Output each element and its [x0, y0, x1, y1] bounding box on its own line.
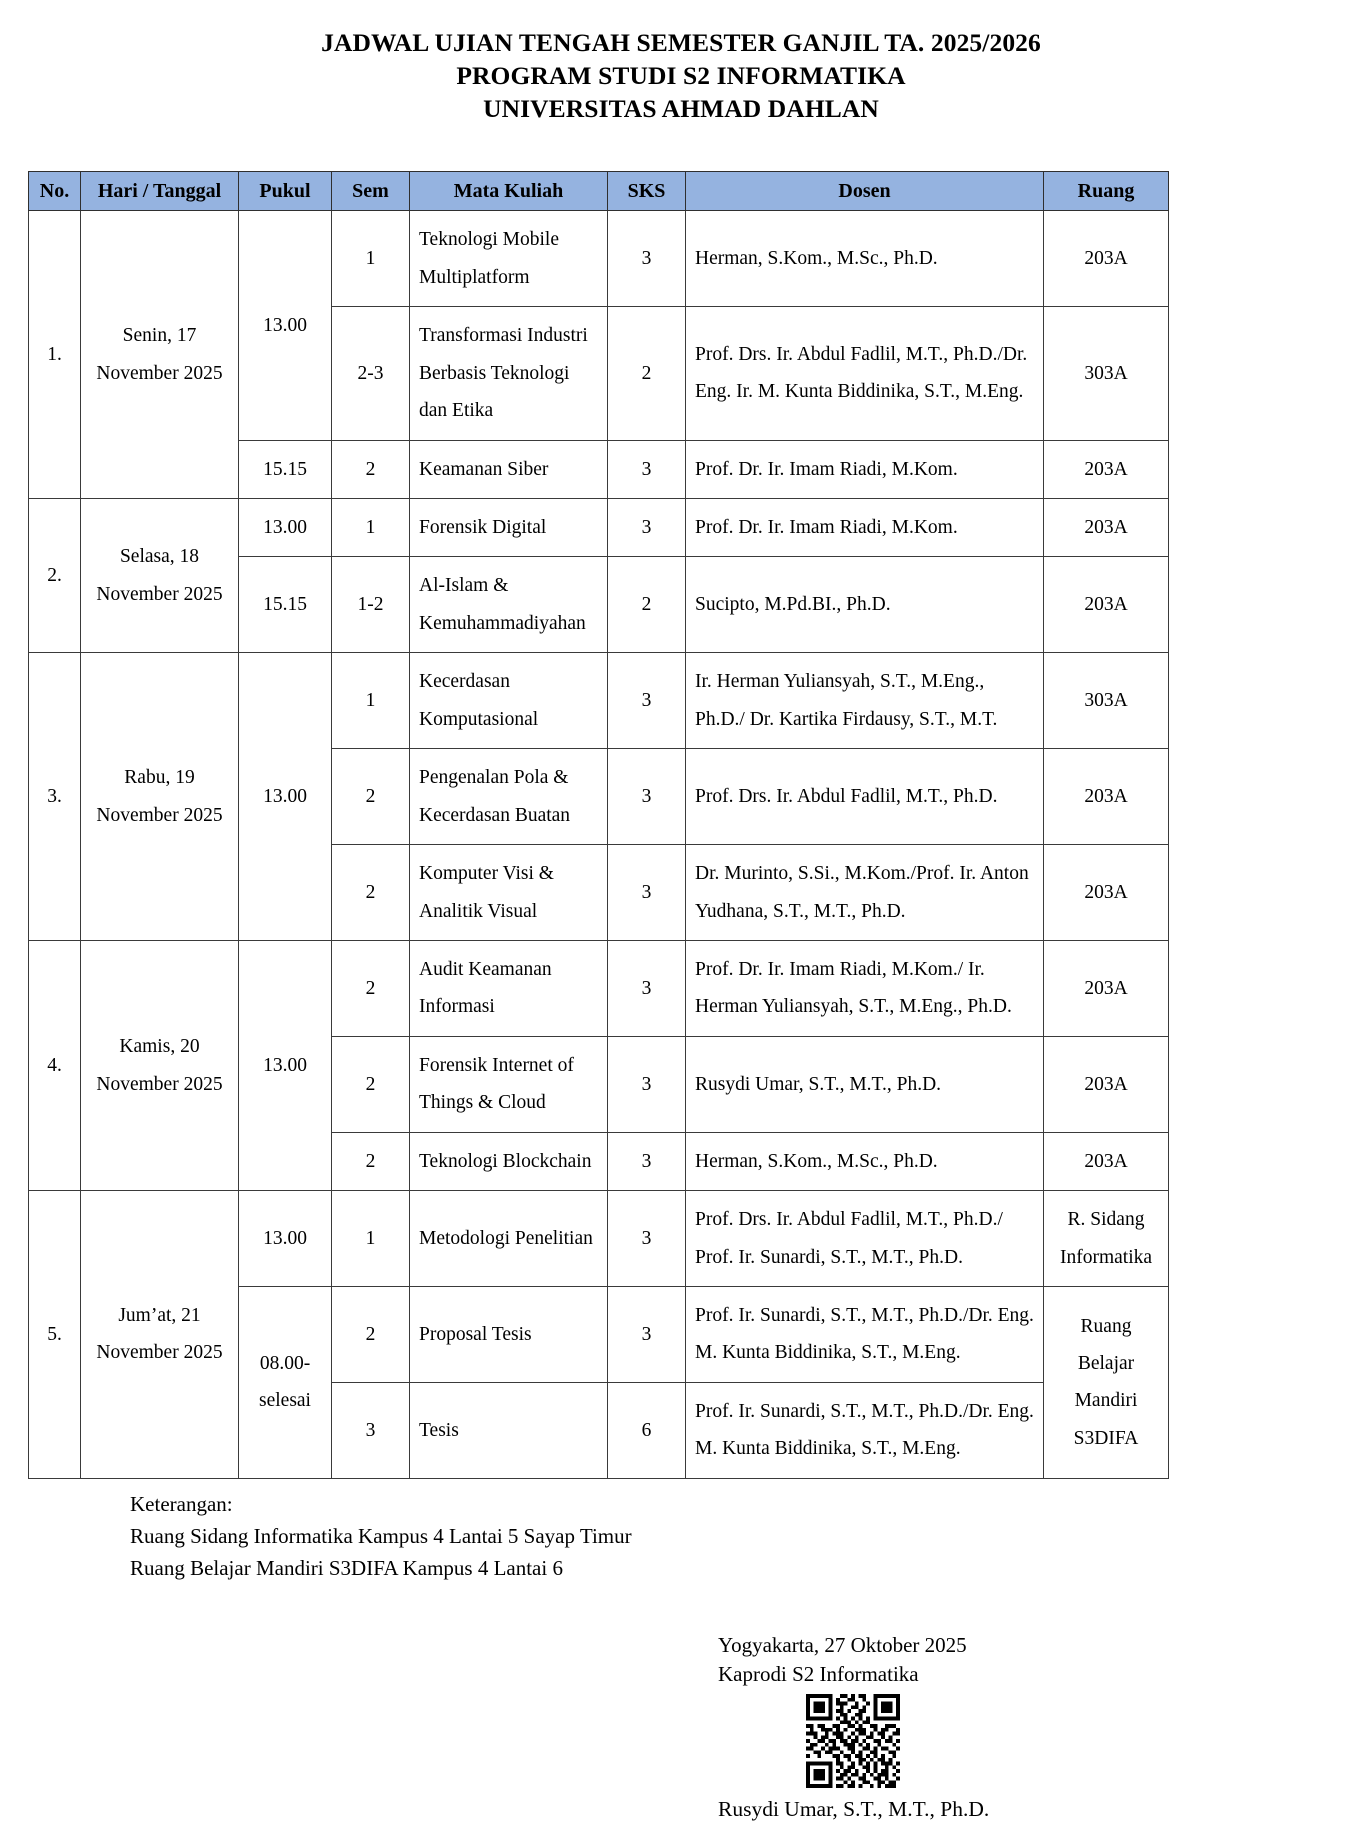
table-row [29, 653, 1169, 749]
cell-pukul: 13.00 [239, 211, 332, 440]
cell-sem: 2 [332, 845, 410, 941]
cell-mata-kuliah: Teknologi Mobile Multiplatform [410, 211, 608, 307]
cell-ruang: 203A [1044, 940, 1169, 1036]
cell-no: 3. [29, 653, 81, 941]
column-header-sks: SKS [608, 172, 686, 211]
column-header-no: No. [29, 172, 81, 211]
cell-sem: 1-2 [332, 557, 410, 653]
cell-pukul: 15.15 [239, 440, 332, 498]
cell-dosen: Ir. Herman Yuliansyah, S.T., M.Eng., Ph.D./ Dr. Kartika Firdausy, S.T., M.T. [686, 653, 1044, 749]
keterangan-block [0, 1489, 1362, 1585]
table-header-row [29, 172, 1169, 211]
cell-ruang: 203A [1044, 1036, 1169, 1132]
keterangan-line-1: Ruang Sidang Informatika Kampus 4 Lantai 5 Sayap Timur [130, 1523, 632, 1548]
cell-dosen: Herman, S.Kom., M.Sc., Ph.D. [686, 1132, 1044, 1190]
keterangan-line-2: Ruang Belajar Mandiri S3DIFA Kampus 4 Lantai 6 [130, 1555, 563, 1580]
cell-pukul: 13.00 [239, 1191, 332, 1287]
table-row [29, 499, 1169, 557]
signature-place-date: Yogyakarta, 27 Oktober 2025 [718, 1632, 967, 1657]
cell-hari-tanggal: Jum’at, 21 November 2025 [81, 1191, 239, 1479]
cell-mata-kuliah: Tesis [410, 1382, 608, 1478]
day-group-3 [29, 653, 1169, 941]
cell-ruang: 203A [1044, 749, 1169, 845]
document-title-block [0, 0, 1362, 125]
cell-no: 5. [29, 1191, 81, 1479]
column-header-sem: Sem [332, 172, 410, 211]
cell-pukul: 13.00 [239, 653, 332, 941]
cell-sks: 6 [608, 1382, 686, 1478]
cell-pukul: 15.15 [239, 557, 332, 653]
cell-dosen: Prof. Ir. Sunardi, S.T., M.T., Ph.D./Dr. Eng. M. Kunta Biddinika, S.T., M.Eng. [686, 1382, 1044, 1478]
cell-pukul: 13.00 [239, 499, 332, 557]
cell-dosen: Prof. Ir. Sunardi, S.T., M.T., Ph.D./Dr. Eng. M. Kunta Biddinika, S.T., M.Eng. [686, 1287, 1044, 1383]
cell-sks: 3 [608, 940, 686, 1036]
cell-sem: 1 [332, 499, 410, 557]
table-row [29, 211, 1169, 307]
cell-hari-tanggal: Kamis, 20 November 2025 [81, 940, 239, 1190]
cell-dosen: Herman, S.Kom., M.Sc., Ph.D. [686, 211, 1044, 307]
cell-sks: 3 [608, 211, 686, 307]
cell-sks: 2 [608, 307, 686, 440]
cell-ruang: 203A [1044, 440, 1169, 498]
day-group-1 [29, 211, 1169, 499]
cell-ruang: Ruang Belajar Mandiri S3DIFA [1044, 1287, 1169, 1479]
column-header-pukul: Pukul [239, 172, 332, 211]
title-line-3: UNIVERSITAS AHMAD DAHLAN [483, 94, 879, 124]
signature-block [0, 1631, 1362, 1825]
schedule-table [28, 171, 1169, 1478]
cell-sks: 3 [608, 499, 686, 557]
cell-ruang: 303A [1044, 653, 1169, 749]
cell-mata-kuliah: Proposal Tesis [410, 1287, 608, 1383]
cell-sem: 1 [332, 1191, 410, 1287]
cell-sks: 3 [608, 845, 686, 941]
cell-mata-kuliah: Audit Keamanan Informasi [410, 940, 608, 1036]
cell-sks: 3 [608, 440, 686, 498]
cell-sks: 3 [608, 1132, 686, 1190]
cell-no: 2. [29, 499, 81, 653]
cell-no: 4. [29, 940, 81, 1190]
cell-pukul: 08.00-selesai [239, 1287, 332, 1479]
cell-mata-kuliah: Komputer Visi & Analitik Visual [410, 845, 608, 941]
signature-role: Kaprodi S2 Informatika [718, 1662, 919, 1687]
cell-dosen: Prof. Drs. Ir. Abdul Fadlil, M.T., Ph.D./ Prof. Ir. Sunardi, S.T., M.T., Ph.D. [686, 1191, 1044, 1287]
day-group-5 [29, 1191, 1169, 1479]
cell-dosen: Prof. Dr. Ir. Imam Riadi, M.Kom. [686, 499, 1044, 557]
qr-code-icon [806, 1694, 900, 1788]
cell-sem: 2 [332, 1036, 410, 1132]
cell-sks: 3 [608, 1036, 686, 1132]
schedule-table-wrap [0, 171, 1362, 1478]
cell-mata-kuliah: Metodologi Penelitian [410, 1191, 608, 1287]
title-line-1: JADWAL UJIAN TENGAH SEMESTER GANJIL TA. 2025/2026 [321, 28, 1041, 57]
cell-mata-kuliah: Forensik Digital [410, 499, 608, 557]
signature-name: Rusydi Umar, S.T., M.T., Ph.D. [718, 1797, 990, 1822]
cell-mata-kuliah: Al-Islam & Kemuhammadiyahan [410, 557, 608, 653]
cell-ruang: 203A [1044, 211, 1169, 307]
cell-hari-tanggal: Rabu, 19 November 2025 [81, 653, 239, 941]
title-line-2: PROGRAM STUDI S2 INFORMATIKA [456, 61, 906, 91]
cell-dosen: Prof. Drs. Ir. Abdul Fadlil, M.T., Ph.D./Dr. Eng. Ir. M. Kunta Biddinika, S.T., M.Eng. [686, 307, 1044, 440]
cell-dosen: Dr. Murinto, S.Si., M.Kom./Prof. Ir. Anton Yudhana, S.T., M.T., Ph.D. [686, 845, 1044, 941]
cell-hari-tanggal: Senin, 17 November 2025 [81, 211, 239, 499]
table-row [29, 940, 1169, 1036]
cell-sks: 3 [608, 749, 686, 845]
cell-sem: 2 [332, 749, 410, 845]
cell-dosen: Prof. Dr. Ir. Imam Riadi, M.Kom./ Ir. Herman Yuliansyah, S.T., M.Eng., Ph.D. [686, 940, 1044, 1036]
cell-mata-kuliah: Pengenalan Pola & Kecerdasan Buatan [410, 749, 608, 845]
cell-ruang: 203A [1044, 557, 1169, 653]
column-header-ruang: Ruang [1044, 172, 1169, 211]
qr-code-holder [718, 1694, 1362, 1788]
column-header-mata-kuliah: Mata Kuliah [410, 172, 608, 211]
cell-sem: 2 [332, 940, 410, 1036]
day-group-2 [29, 499, 1169, 653]
day-group-4 [29, 940, 1169, 1190]
cell-sem: 2 [332, 440, 410, 498]
cell-ruang: 203A [1044, 499, 1169, 557]
cell-sks: 3 [608, 1191, 686, 1287]
table-row [29, 1191, 1169, 1287]
cell-mata-kuliah: Forensik Internet of Things & Cloud [410, 1036, 608, 1132]
cell-dosen: Prof. Drs. Ir. Abdul Fadlil, M.T., Ph.D. [686, 749, 1044, 845]
cell-sem: 2-3 [332, 307, 410, 440]
cell-dosen: Rusydi Umar, S.T., M.T., Ph.D. [686, 1036, 1044, 1132]
cell-ruang: 203A [1044, 845, 1169, 941]
keterangan-heading: Keterangan: [130, 1491, 233, 1516]
cell-mata-kuliah: Kecerdasan Komputasional [410, 653, 608, 749]
cell-sem: 2 [332, 1132, 410, 1190]
cell-sem: 1 [332, 211, 410, 307]
cell-sem: 3 [332, 1382, 410, 1478]
cell-dosen: Sucipto, M.Pd.BI., Ph.D. [686, 557, 1044, 653]
cell-mata-kuliah: Transformasi Industri Berbasis Teknologi dan Etika [410, 307, 608, 440]
cell-sem: 1 [332, 653, 410, 749]
cell-ruang: R. Sidang Informatika [1044, 1191, 1169, 1287]
cell-pukul: 13.00 [239, 940, 332, 1190]
cell-hari-tanggal: Selasa, 18 November 2025 [81, 499, 239, 653]
cell-mata-kuliah: Teknologi Blockchain [410, 1132, 608, 1190]
cell-sks: 3 [608, 1287, 686, 1383]
cell-mata-kuliah: Keamanan Siber [410, 440, 608, 498]
column-header-dosen: Dosen [686, 172, 1044, 211]
column-header-hari-tanggal: Hari / Tanggal [81, 172, 239, 211]
cell-sks: 3 [608, 653, 686, 749]
cell-ruang: 303A [1044, 307, 1169, 440]
cell-ruang: 203A [1044, 1132, 1169, 1190]
cell-dosen: Prof. Dr. Ir. Imam Riadi, M.Kom. [686, 440, 1044, 498]
cell-sks: 2 [608, 557, 686, 653]
cell-no: 1. [29, 211, 81, 499]
cell-sem: 2 [332, 1287, 410, 1383]
